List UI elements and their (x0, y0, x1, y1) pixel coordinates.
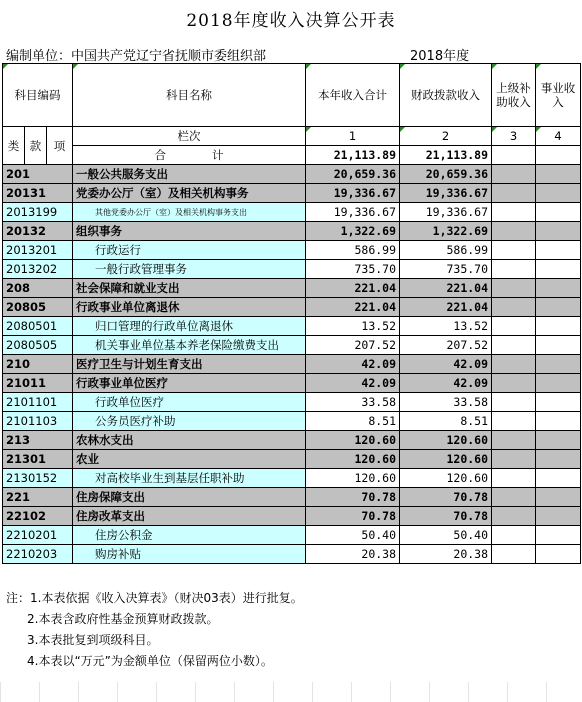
row-col4 (536, 260, 581, 279)
row-col3 (492, 222, 536, 241)
row-col3 (492, 469, 536, 488)
notes (6, 588, 303, 672)
row-code: 2130152 (3, 469, 73, 488)
row-col1: 19,336.67 (306, 203, 400, 222)
row-col1: 586.99 (306, 241, 400, 260)
table-row (3, 184, 581, 203)
row-name: 组织事务 (73, 222, 306, 241)
row-name: 住房保障支出 (73, 488, 306, 507)
row-code: 2080505 (3, 336, 73, 355)
row-code: 208 (3, 279, 73, 298)
table-row (3, 450, 581, 469)
income-table (2, 63, 581, 564)
row-col1: 20,659.36 (306, 165, 400, 184)
note-4: 4.本表以“万元”为金额单位（保留两位小数）。 (27, 654, 273, 668)
row-name: 医疗卫生与计划生育支出 (73, 355, 306, 374)
row-col4 (536, 317, 581, 336)
row-name: 购房补贴 (73, 545, 306, 564)
table-row (3, 298, 581, 317)
row-col2: 70.78 (400, 488, 492, 507)
row-col1: 207.52 (306, 336, 400, 355)
row-col2: 20.38 (400, 545, 492, 564)
row-code: 201 (3, 165, 73, 184)
header-col4: 事业收入 (536, 64, 581, 127)
row-name: 行政单位医疗 (73, 393, 306, 412)
row-col1: 120.60 (306, 469, 400, 488)
row-col3 (492, 165, 536, 184)
row-name: 社会保障和就业支出 (73, 279, 306, 298)
col-number-3: 3 (492, 127, 536, 146)
total-label: 合 计 (73, 146, 306, 165)
row-col4 (536, 279, 581, 298)
table-row (3, 279, 581, 298)
header-col2: 财政拨款收入 (400, 64, 492, 127)
row-col3 (492, 317, 536, 336)
header-lei: 类 (3, 127, 25, 165)
table-row (3, 393, 581, 412)
table-row (3, 526, 581, 545)
row-col2: 207.52 (400, 336, 492, 355)
row-col2: 33.58 (400, 393, 492, 412)
table-row (3, 165, 581, 184)
table-row (3, 241, 581, 260)
row-col4 (536, 222, 581, 241)
row-col3 (492, 355, 536, 374)
row-col1: 1,322.69 (306, 222, 400, 241)
row-col4 (536, 184, 581, 203)
row-code: 2013202 (3, 260, 73, 279)
row-col2: 221.04 (400, 279, 492, 298)
row-col4 (536, 450, 581, 469)
row-col2: 70.78 (400, 507, 492, 526)
sheet-gridlines (0, 682, 582, 702)
table-row (3, 412, 581, 431)
row-col3 (492, 298, 536, 317)
row-col1: 70.78 (306, 488, 400, 507)
row-name: 一般公共服务支出 (73, 165, 306, 184)
row-code: 2101101 (3, 393, 73, 412)
row-col1: 42.09 (306, 374, 400, 393)
row-col4 (536, 336, 581, 355)
row-col4 (536, 469, 581, 488)
note-1: 注：1.本表依据《收入决算表》（财决03表）进行批复。 (6, 591, 303, 605)
row-code: 2013199 (3, 203, 73, 222)
row-col4 (536, 507, 581, 526)
note-3: 3.本表批复到项级科目。 (27, 633, 159, 647)
row-name: 对高校毕业生到基层任职补助 (73, 469, 306, 488)
row-code: 21301 (3, 450, 73, 469)
note-2: 2.本表含政府性基金预算财政拨款。 (27, 612, 219, 626)
col-number-2: 2 (400, 127, 492, 146)
header-lanci: 栏次 (73, 127, 306, 146)
header-xiang: 项 (47, 127, 73, 165)
row-name: 行政事业单位离退休 (73, 298, 306, 317)
row-col3 (492, 393, 536, 412)
row-name: 一般行政管理事务 (73, 260, 306, 279)
row-col2: 13.52 (400, 317, 492, 336)
header-col1: 本年收入合计 (306, 64, 400, 127)
row-code: 2210201 (3, 526, 73, 545)
row-name: 行政事业单位医疗 (73, 374, 306, 393)
row-name: 住房改革支出 (73, 507, 306, 526)
row-col4 (536, 393, 581, 412)
row-name: 机关事业单位基本养老保险缴费支出 (73, 336, 306, 355)
unit-label: 编制单位：中国共产党辽宁省抚顺市委组织部 (6, 49, 267, 64)
row-name: 行政运行 (73, 241, 306, 260)
row-code: 20805 (3, 298, 73, 317)
total-col2: 21,113.89 (400, 146, 492, 165)
row-name: 党委办公厅（室）及相关机构事务 (73, 184, 306, 203)
row-code: 2013201 (3, 241, 73, 260)
total-col3 (492, 146, 536, 165)
table-body (3, 64, 581, 564)
table-row (3, 507, 581, 526)
row-name: 公务员医疗补助 (73, 412, 306, 431)
row-col1: 50.40 (306, 526, 400, 545)
col-number-1: 1 (306, 127, 400, 146)
row-code: 21011 (3, 374, 73, 393)
table-row (3, 431, 581, 450)
row-code: 2210203 (3, 545, 73, 564)
row-name: 归口管理的行政单位离退休 (73, 317, 306, 336)
row-col2: 50.40 (400, 526, 492, 545)
row-col4 (536, 545, 581, 564)
row-col4 (536, 374, 581, 393)
row-col3 (492, 203, 536, 222)
row-col4 (536, 526, 581, 545)
row-col4 (536, 203, 581, 222)
row-col4 (536, 488, 581, 507)
row-col1: 42.09 (306, 355, 400, 374)
total-col1: 21,113.89 (306, 146, 400, 165)
table-row (3, 355, 581, 374)
table-row (3, 488, 581, 507)
row-col1: 221.04 (306, 279, 400, 298)
row-col1: 20.38 (306, 545, 400, 564)
row-col2: 1,322.69 (400, 222, 492, 241)
header-code: 科目编码 (3, 64, 73, 127)
row-col2: 20,659.36 (400, 165, 492, 184)
row-col3 (492, 431, 536, 450)
header-name: 科目名称 (73, 64, 306, 127)
row-col2: 735.70 (400, 260, 492, 279)
table-row (3, 203, 581, 222)
row-col1: 70.78 (306, 507, 400, 526)
row-col2: 221.04 (400, 298, 492, 317)
table-row (3, 374, 581, 393)
total-col4 (536, 146, 581, 165)
row-col2: 8.51 (400, 412, 492, 431)
row-col4 (536, 298, 581, 317)
row-name: 其他党委办公厅（室）及相关机构事务支出 (73, 203, 306, 222)
row-col2: 19,336.67 (400, 203, 492, 222)
year-label: 2018年度 (410, 49, 470, 64)
table-row (3, 222, 581, 241)
row-col1: 19,336.67 (306, 184, 400, 203)
row-code: 22102 (3, 507, 73, 526)
row-col3 (492, 507, 536, 526)
row-col2: 42.09 (400, 374, 492, 393)
row-col3 (492, 374, 536, 393)
row-code: 20131 (3, 184, 73, 203)
row-name: 农业 (73, 450, 306, 469)
row-code: 221 (3, 488, 73, 507)
table-row (3, 545, 581, 564)
row-col3 (492, 526, 536, 545)
row-col3 (492, 545, 536, 564)
row-col3 (492, 241, 536, 260)
row-col1: 8.51 (306, 412, 400, 431)
row-col1: 33.58 (306, 393, 400, 412)
page-title: 2018年度收入决算公开表 (186, 11, 396, 31)
table-row (3, 336, 581, 355)
row-col2: 120.60 (400, 450, 492, 469)
row-col3 (492, 260, 536, 279)
row-col2: 19,336.67 (400, 184, 492, 203)
row-col1: 120.60 (306, 450, 400, 469)
row-col4 (536, 431, 581, 450)
row-col1: 221.04 (306, 298, 400, 317)
row-code: 2080501 (3, 317, 73, 336)
row-col3 (492, 336, 536, 355)
row-col3 (492, 184, 536, 203)
row-code: 2101103 (3, 412, 73, 431)
row-col2: 586.99 (400, 241, 492, 260)
row-col3 (492, 488, 536, 507)
table-row (3, 317, 581, 336)
row-col2: 120.60 (400, 431, 492, 450)
header-kuan: 款 (25, 127, 47, 165)
row-name: 农林水支出 (73, 431, 306, 450)
row-col4 (536, 165, 581, 184)
header-col3: 上级补助收入 (492, 64, 536, 127)
row-col1: 120.60 (306, 431, 400, 450)
row-code: 20132 (3, 222, 73, 241)
row-col3 (492, 279, 536, 298)
row-col4 (536, 355, 581, 374)
row-code: 213 (3, 431, 73, 450)
row-col1: 735.70 (306, 260, 400, 279)
row-col4 (536, 241, 581, 260)
row-name: 住房公积金 (73, 526, 306, 545)
row-col4 (536, 412, 581, 431)
col-number-4: 4 (536, 127, 581, 146)
table-row (3, 469, 581, 488)
row-col3 (492, 450, 536, 469)
row-col1: 13.52 (306, 317, 400, 336)
row-col2: 120.60 (400, 469, 492, 488)
row-col3 (492, 412, 536, 431)
table-row (3, 260, 581, 279)
row-col2: 42.09 (400, 355, 492, 374)
row-code: 210 (3, 355, 73, 374)
